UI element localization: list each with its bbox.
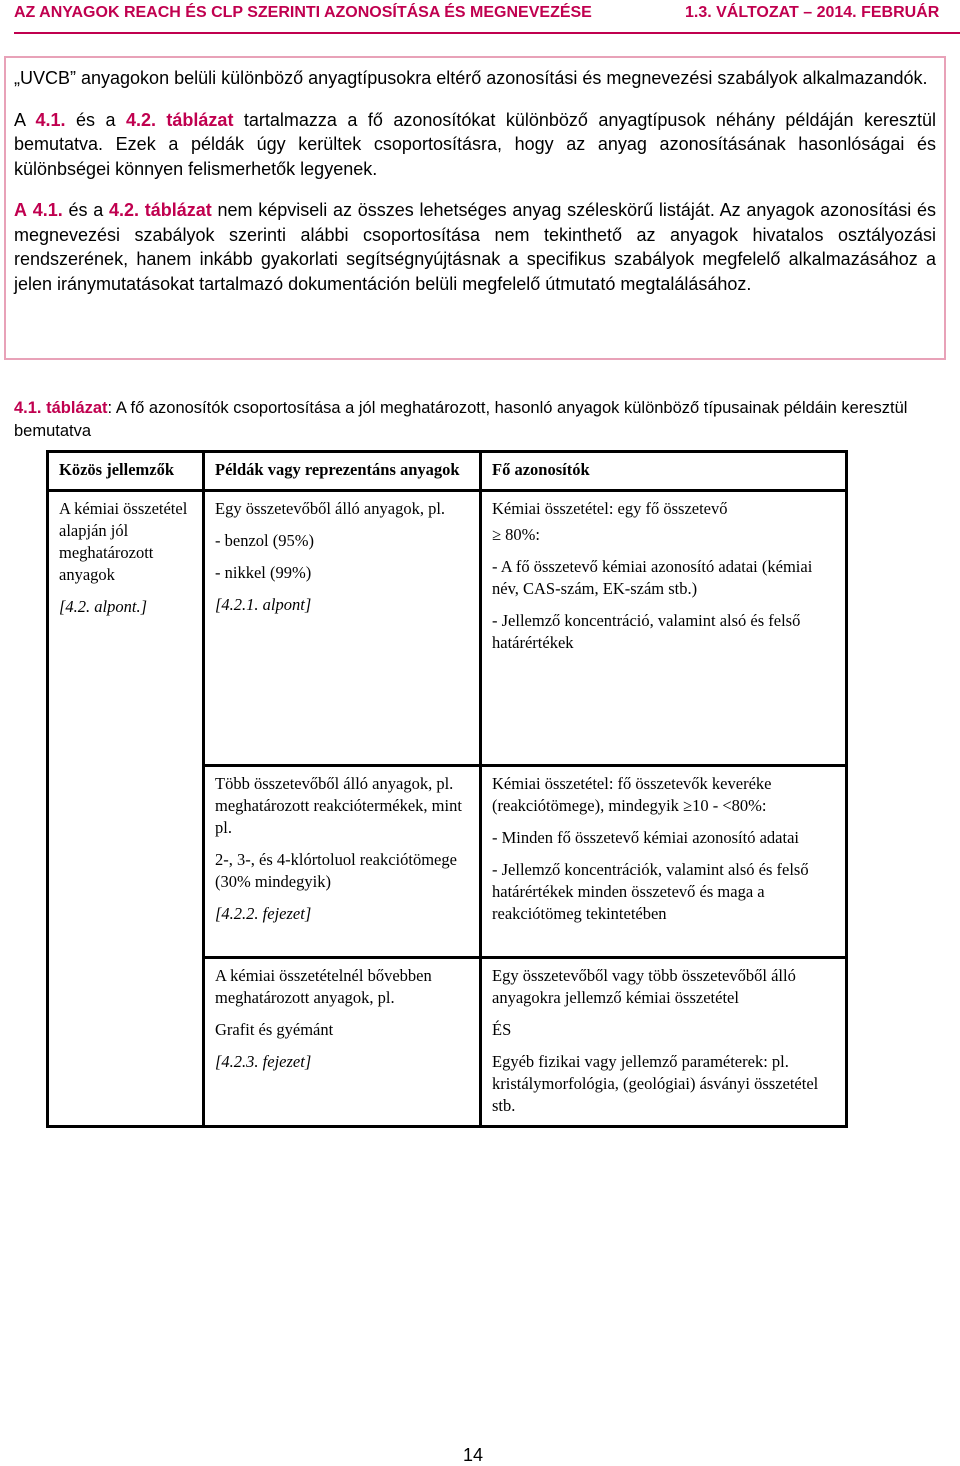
identifiers-table	[46, 450, 848, 1128]
table-row	[48, 491, 847, 766]
table-ref-link[interactable]: 4.1.	[35, 109, 66, 130]
caption-table-ref: 4.1. táblázat	[14, 399, 108, 417]
intro-paragraph-2: A 4.1. és a 4.2. táblázat tartalmazza a fő azonosítókat különböző anyagtípusok néhány példáján keresztül bemutatva. Ezek a példák úgy kerültek csoportosításra, hogy az anyag azonosításának hasonlóságai és különbségei könnyen felismerhetők legyenek.	[14, 109, 936, 179]
group-label-cell: A kémiai összetétel alapján jól meghatározott anyagok [4.2. alpont.]	[48, 491, 204, 1127]
header-cell-main-identifiers: Fő azonosítók	[481, 452, 847, 491]
identifiers-cell: Kémiai összetétel: egy fő összetevő ≥ 80%: - A fő összetevő kémiai azonosító adatai (kémiai név, CAS-szám, EK-szám stb.) - Jellemző koncentráció, valamint alsó és felső határértékek	[481, 491, 847, 766]
table-caption: 4.1. táblázat: A fő azonosítók csoportosítása a jól meghatározott, hasonló anyagok különböző típusainak példáin keresztül bemutatva	[14, 399, 908, 440]
examples-cell: Több összetevőből álló anyagok, pl. meghatározott reakciótermékek, mint pl. 2-, 3-, és 4-klórtoluol reakciótömege (30% mindegyik) [4.2.2. fejezet]	[204, 766, 481, 958]
intro-paragraph-1: „UVCB” anyagokon belüli különböző anyagtípusokra eltérő azonosítási és megnevezési szabályok alkalmazandók.	[14, 68, 928, 88]
header-document-title: AZ ANYAGOK REACH ÉS CLP SZERINTI AZONOSÍTÁSA ÉS MEGNEVEZÉSE	[14, 4, 592, 21]
examples-cell: A kémiai összetételnél bővebben meghatározott anyagok, pl. Grafit és gyémánt [4.2.3. fejezet]	[204, 958, 481, 1127]
identifiers-cell: Kémiai összetétel: fő összetevők keveréke (reakciótömege), mindegyik ≥10 - <80%: - Minden fő összetevő kémiai azonosító adatai - Jellemző koncentrációk, valamint alsó és felső határértékek minden összetevő és maga a reakciótömeg tekintetében	[481, 766, 847, 958]
table-ref-link[interactable]: 4.2. táblázat	[109, 200, 212, 220]
table-ref-link[interactable]: 4.2. táblázat	[125, 109, 234, 130]
page-number: 14	[462, 1445, 484, 1465]
header-cell-examples: Példák vagy reprezentáns anyagok	[204, 452, 481, 491]
intro-box	[4, 56, 946, 360]
header-version: 1.3. VÁLTOZAT – 2014. FEBRUÁR	[685, 4, 940, 21]
table-header-row	[48, 452, 847, 491]
table-ref-link[interactable]: 4.1.	[32, 200, 63, 220]
examples-cell: Egy összetevőből álló anyagok, pl. - benzol (95%) - nikkel (99%) [4.2.1. alpont]	[204, 491, 481, 766]
intro-paragraph-3: A 4.1. és a 4.2. táblázat nem képviseli az összes lehetséges anyag széleskörű listáját. Az anyagok azonosítási és megnevezési szabályok szerinti alábbi csoportosítása nem tekinthető az anyagok hivatalos osztályozási rendszerének, hanem inkább gyakorlati segítségnyújtásnak a specifikus szabályok megfelelő alkalmazásához a jelen iránymutatásokat tartalmazó dokumentáción belüli megfelelő útmutató megtalálásához.	[14, 200, 936, 294]
header-cell-common-features: Közös jellemzők	[48, 452, 204, 491]
identifiers-cell: Egy összetevőből vagy több összetevőből álló anyagokra jellemző kémiai összetétel ÉS Egyéb fizikai vagy jellemző paraméterek: pl. kristálymorfológia, (geológiai) ásványi összetétel stb.	[481, 958, 847, 1127]
header-divider	[14, 32, 960, 34]
